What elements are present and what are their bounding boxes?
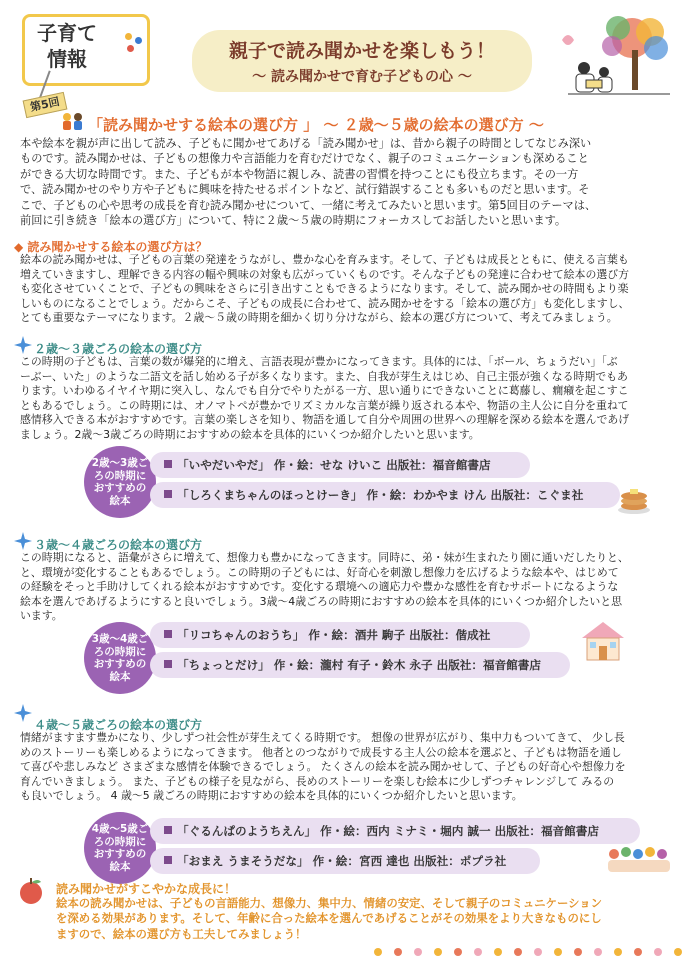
- age-4-5-line: めのストーリーも楽しめるようになってきます。 他者とのつながりで成長する主人公の絵本を選ぶと、子どもは物語を通し: [20, 745, 622, 759]
- how-to-line: 絵本の読み聞かせは、子どもの言葉の発達をうながし、豊かな心を育みます。そして、子どもは成長とともに、使える言葉も: [20, 253, 629, 266]
- age-3-4-line: います。: [20, 609, 63, 623]
- intro-line: ができる大切な時間です。また、子どもが本や物語に親しみ、読書の習慣を持つことにも役立ちます。その一方: [20, 167, 579, 181]
- badge-title-line2: 情報: [47, 47, 87, 71]
- footer-paragraph: [56, 896, 672, 942]
- book-item: [164, 657, 541, 673]
- age-3-4-line: の経験をそっと手助けしてくれる絵本がおすすめです。変化する環境への適応力や豊かな感性を育むサポートになるような: [20, 580, 619, 594]
- age-4-5-line: 育んでいきましょう。 また、子どもの様子を見ながら、長めのストーリーを楽しむ絵本に少しずつチャレンジして みるの: [20, 774, 615, 788]
- book-title: 「リコちゃんのおうち」 作・絵：酒井 駒子 出版社：偕成社: [177, 628, 491, 642]
- flowers-border-icon: [368, 944, 688, 960]
- how-to-line: も変化させていくことで、子どもの興味をさらに引き出すこともできるようになります。そして、読み聞かせの時間もより楽: [20, 282, 629, 296]
- children-icon: [60, 112, 86, 132]
- book-title: 「ぐるんぱのようちえん」 作・絵：西内 ミナミ・堀内 誠一 出版社：福音館書店: [177, 824, 599, 838]
- apple-icon: [16, 876, 46, 906]
- bullet-square-icon: [164, 826, 172, 834]
- bullet-square-icon: [164, 660, 172, 668]
- book-title: 「いやだいやだ」 作・絵：せな けいこ 出版社：福音館書店: [177, 458, 491, 472]
- issue-tag: 第5回: [23, 92, 68, 118]
- book-item: [164, 487, 583, 503]
- intro-line: 前回に引き続き「絵本の選び方」について、特に２歳〜５歳の時期にフォーカスしてお話したいと思います。: [20, 214, 567, 228]
- footer-line: を深める効果があります。そして、年齢に合った絵本を選んであげることがその効果をより大きなものにし: [56, 911, 602, 926]
- bullet-square-icon: [164, 490, 172, 498]
- house-icon: [578, 618, 628, 662]
- age-4-5-heading: ４歳〜５歳ごろの絵本の選び方: [34, 718, 203, 732]
- footer-line: 絵本の読み聞かせは、子どもの言語能力、想像力、集中力、情緒の安定、そして親子のコミュニケーション: [56, 896, 603, 910]
- pancake-icon: [616, 480, 652, 516]
- age-2-3-paragraph: [20, 355, 680, 443]
- age-3-4-line: 絵本を選んであげるようにすると良いでしょう。3歳〜4歳ごろの時期におすすめの絵本を具体的にいくつか紹介したいと思: [20, 594, 623, 608]
- book-title: 「おまえ うまそうだな」 作・絵：宮西 達也 出版社：ポプラ社: [177, 854, 507, 868]
- dots-icon: [121, 31, 147, 57]
- book-title: 「しろくまちゃんのほっとけーき」 作・絵：わかやま けん 出版社：こぐま社: [177, 488, 584, 502]
- how-to-line: 増えていきますし、理解できる内容の幅や興味の対象も広がっていくものです。そんな子どもの発達に合わせて絵本の選び方: [20, 267, 630, 281]
- age-3-4-recommend-bubble: 3歳〜4歳ごろの時期におすすめの絵本: [84, 622, 156, 694]
- section-heading: 「読み聞かせする絵本の選び方 」 〜 ２歳〜５歳の絵本の選び方 〜: [88, 116, 544, 134]
- intro-line: こで、子どもの心や思考の成長を育む読み聞かせについて、一緒に考えてみたいと思います。第5回目のテーマは、: [20, 198, 597, 212]
- how-to-line: しいものになることでしょう。だからこそ、子どもの成長に合わせて、読み聞かせをする「絵本の選び方」も変化しますし、: [20, 296, 630, 310]
- intro-line: で、読み聞かせのやり方や子どもに興味を持たせるポイントなど、試行錯誤することも多いものだと思います。そ: [20, 183, 590, 197]
- how-to-line: とても重要なテーマになります。２歳〜５歳の時期を細かく切り分けながら、絵本の選び方について、考えてみましょう。: [20, 311, 618, 325]
- age-4-5-line: 情緒がますます豊かになり、少しずつ社会性が芽生えてくる時期です。 想像の世界が広がり、集中力もついてきて、 少し長: [20, 731, 625, 744]
- age-2-3-line: ります。いわゆるイヤイヤ期に突入し、なんでも自分でやりたがる一方、思い通りにできないことに葛藤し、癇癪を起こすこ: [20, 384, 629, 398]
- how-to-paragraph: [20, 253, 680, 326]
- series-badge: [22, 14, 150, 86]
- intro-paragraph: [20, 136, 680, 228]
- book-title: 「ちょっとだけ」 作・絵：瀧村 有子・鈴木 永子 出版社：福音館書店: [177, 658, 541, 672]
- age-2-3-line: この時期の子どもは、言葉の数が爆発的に増え、言語表現が豊かになってきます。具体的には、「ボール、ちょうだい」「ぶ: [20, 355, 618, 368]
- page-subtitle: 〜 読み聞かせで育む子どもの心 〜: [252, 69, 472, 85]
- footer-heading: 読み聞かせがすこやかな成長に！: [56, 882, 237, 896]
- age-2-3-line: 感情移入できる本がおすすめです。言葉の楽しさを知り、物語を通して自分や周囲の世界への理解を深める絵本を選んであげ: [20, 413, 630, 427]
- page-title: 親子で読み聞かせを楽しもう！: [228, 40, 495, 62]
- age-4-5-recommend-bubble: 4歳〜5歳ごろの時期におすすめの絵本: [84, 812, 156, 884]
- age-4-5-line: も良いでしょう。 4 歳〜5 歳ごろの時期におすすめの絵本を具体的にいくつか紹介したいと思います。: [20, 789, 523, 803]
- sparkle-icon: [14, 336, 32, 354]
- tree-reading-illustration-icon: [560, 10, 680, 110]
- age-3-4-heading: ３歳〜４歳ごろの絵本の選び方: [34, 538, 203, 552]
- book-item: [164, 627, 490, 643]
- age-3-4-line: この時期になると、語彙がさらに増えて、想像力も豊かになってきます。同時に、弟・妹が生まれたり園に通いだしたりと、: [20, 551, 629, 564]
- badge-title-line1: 子育て: [37, 21, 97, 45]
- crowd-illustration-icon: [606, 842, 672, 876]
- book-item: [164, 853, 506, 869]
- sparkle-icon: [14, 704, 32, 722]
- age-2-3-line: ましょう。2歳〜3歳ごろの時期におすすめの絵本を具体的にいくつか紹介したいと思います。: [20, 427, 480, 441]
- footer-line: ますので、絵本の選び方も工夫してみましょう！: [56, 926, 307, 941]
- age-2-3-recommend-bubble: 2歳〜3歳ごろの時期におすすめの絵本: [84, 446, 156, 518]
- age-2-3-line: ともあるでしょう。この時期には、オノマトペが豊かでリズミカルな言葉が繰り返される本や、物語の主人公に自分を重ねて: [20, 398, 629, 412]
- age-4-5-paragraph: [20, 731, 680, 804]
- age-3-4-paragraph: [20, 551, 680, 624]
- title-banner: [192, 30, 532, 92]
- page-header: [0, 0, 696, 118]
- book-item: [164, 823, 599, 839]
- age-3-4-line: と、環境が変化することもあるでしょう。この時期の子どもには、好奇心を刺激し想像力を広げるような絵本や、はじめて: [20, 565, 619, 579]
- bullet-square-icon: [164, 856, 172, 864]
- how-to-heading: ◆ 読み聞かせする絵本の選び方は？: [14, 240, 208, 254]
- age-2-3-heading: ２歳〜３歳ごろの絵本の選び方: [34, 342, 203, 356]
- bullet-square-icon: [164, 460, 172, 468]
- book-item: [164, 457, 491, 473]
- age-4-5-line: て喜びや悲しみなど さまざまな感情を体験できるでしょう。 たくさんの絵本を読み聞かせして、子どもの好奇心や想像力を: [20, 760, 626, 774]
- intro-line: 本や絵本を親が声に出して読み、子どもに聞かせてあげる「読み聞かせ」は、昔から親子の時間としてなじみ深い: [20, 137, 592, 150]
- bullet-square-icon: [164, 630, 172, 638]
- age-2-3-line: ーぶー、いた」のような二語文を話し始める子が多くなります。また、自我が芽生えはじめ、自己主張が強くなる時期でもあ: [20, 369, 628, 383]
- sparkle-icon: [14, 532, 32, 550]
- intro-line: ものです。読み聞かせは、子どもの想像力や言語能力を育むだけでなく、親子のコミュニケーションも深めること: [20, 152, 589, 166]
